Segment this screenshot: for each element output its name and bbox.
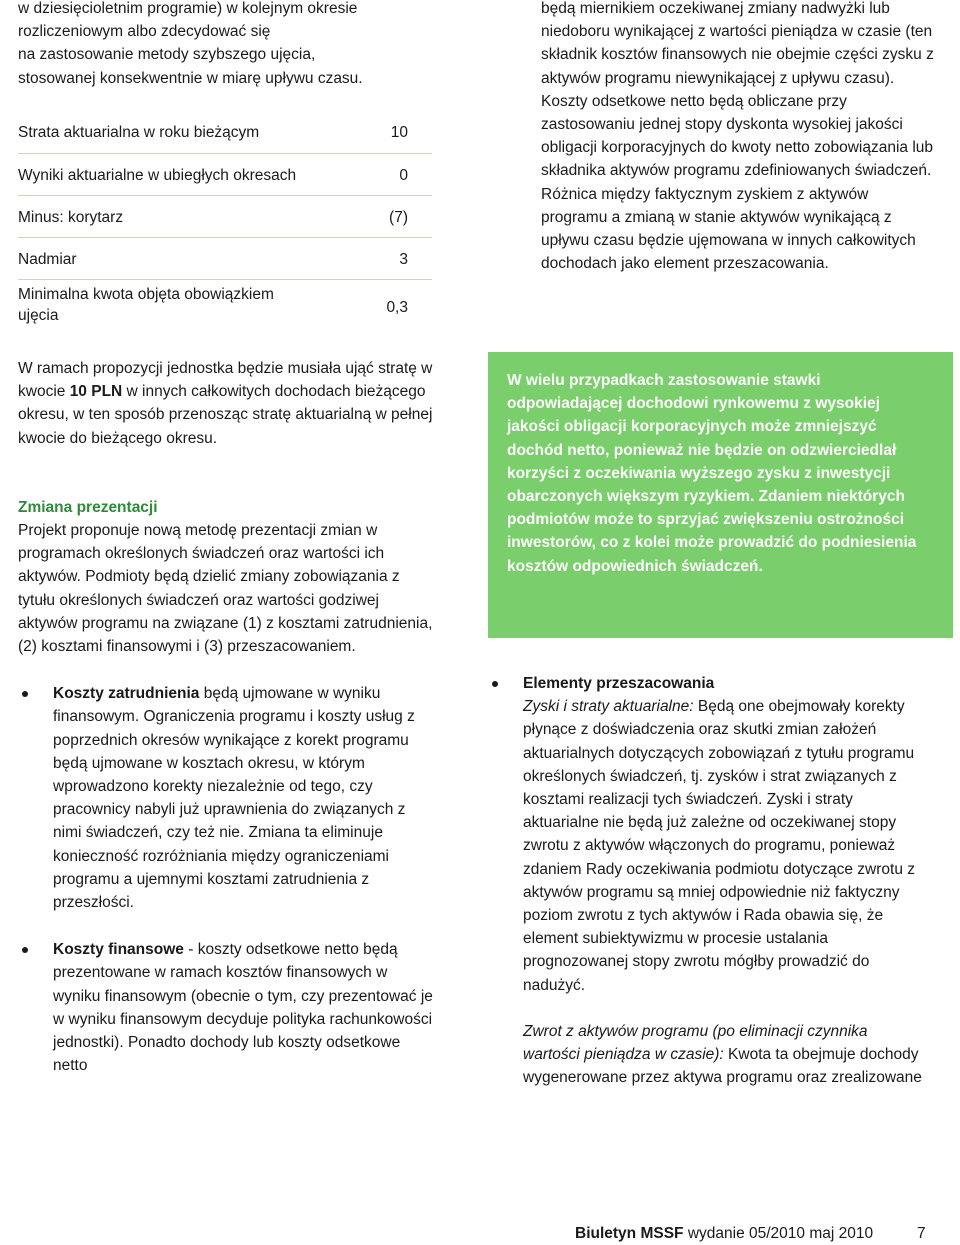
callout-text: W wielu przypadkach zastosowanie stawki odpowiadającej dochodowi rynkowemu z wysokiej jakości obligacji korporacyjnych może zmniejszyć dochód netto, ponieważ nie będzie on odzwierciedlał korzyści z oczekiwania wyższego zysku z inwestycji obarczonych większym ryzykiem. Zdaniem niektórych podmiotów może to sprzyjać zwiększeniu ostrożności inwestorów, co z kolei może prowadzić do podniesienia kosztów odpowiednich świadczeń. — [507, 372, 917, 575]
footer-brand: Biuletyn MSSF — [575, 1225, 684, 1242]
list-item — [488, 672, 928, 1089]
amount-highlight: 10 PLN — [69, 383, 123, 401]
green-callout-box — [488, 352, 953, 638]
intro-line: rozliczeniowym albo zdecydować się — [18, 23, 271, 41]
bullet-list — [18, 682, 438, 1077]
bullet-title: Elementy przeszacowania — [523, 675, 715, 692]
section-heading: Zmiana prezentacji — [18, 498, 158, 516]
row-value: 10 — [390, 124, 408, 141]
presentation-paragraph: Projekt proponuje nową metodę prezentacji zmian w programach określonych świadczeń oraz wartości ich aktywów. Podmioty będą dzielić zmiany zobowiązania z tytułu określonych świadczeń oraz wartości godziwej aktywów programu na związane (1) z kosztami zatrudnienia, (2) kosztami finansowymi i (3) przeszacowaniem. — [18, 522, 433, 656]
intro-line: na zastosowanie metody szybszego ujęcia, — [18, 46, 316, 64]
intro-line: stosowanej konsekwentnie w miarę upływu czasu. — [18, 69, 363, 87]
proposal-paragraph — [18, 357, 438, 450]
bullet-icon — [22, 691, 28, 697]
page-footer — [575, 1222, 873, 1245]
row-label: Nadmiar — [18, 251, 77, 268]
paragraph-text: będą miernikiem oczekiwanej zmiany nadwyżki lub niedoboru wynikającej z wartości pieniądza w czasie (ten składnik kosztów finansowych nie obejmie części zysku z aktywów programu niewynikającej z upływu czasu). Koszty odsetkowe netto będą obliczane przy zastosowaniu jednej stopy dyskonta wysokiej jakości obligacji korporacyjnych do kwoty netto zobowiązania lub składnika aktywów programu zdefiniowanych świadczeń. Różnica między faktycznym zyskiem z aktywów programu a zmianą w stanie aktywów wynikającą z upływu czasu będzie ujęmowana w innych całkowitych dochodach jako element przeszacowania. — [541, 0, 934, 273]
list-item — [18, 682, 438, 914]
row-label: Wyniki aktuarialne w ubiegłych okresach — [18, 167, 297, 184]
right-column — [488, 672, 928, 1089]
row-label: Minus: korytarz — [18, 209, 124, 226]
bullet-text: Kwota ta obejmuje dochody wygenerowane przez aktywa programu oraz zrealizowane — [523, 1046, 922, 1087]
row-label: Strata aktuarialna w roku bieżącym — [18, 124, 260, 141]
left-column — [18, 357, 438, 1077]
bullet-text: - koszty odsetkowe netto będą prezentowane w ramach kosztów finansowych w wyniku finansowym (obecnie o tym, czy prezentować je w wyniku finansowym decyduje polityka rachunkowości jednostki). Ponadto dochody lub koszty odsetkowe netto — [53, 941, 433, 1075]
intro-paragraph — [18, 0, 438, 90]
right-top-paragraph — [541, 0, 936, 275]
table-row — [18, 154, 432, 196]
footer-edition: wydanie 05/2010 maj 2010 — [683, 1225, 874, 1242]
bullet-title: Koszty finansowe — [53, 941, 184, 959]
bullet-title: Koszty zatrudnienia — [53, 685, 200, 703]
page-number: 7 — [917, 1225, 926, 1242]
row-value: 3 — [399, 251, 408, 268]
text-run: W ramach propozycji jednostka będzie musiała ująć stratę w kwocie — [18, 360, 433, 401]
table-row — [18, 238, 432, 280]
bullet-paragraph — [523, 695, 928, 997]
table-row — [18, 196, 432, 238]
bullet-text: będą ujmowane w wyniku finansowym. Ograniczenia programu i koszty usług z poprzednich okresów wynikające z korekt programu będą ujmowane w kosztach okresu, w którym wprowadzono korekty niezależnie od tego, czy pracownicy nabyli już uprawnienia do związanych z nimi świadczeń, czy też nie. Zmiana ta eliminuje konieczność rozróżniania między ograniczeniami programu a ujemnymi kosztami zatrudnienia z przeszłości. — [53, 685, 415, 912]
bullet-list — [488, 672, 928, 1089]
italic-term: Zwrot z aktywów programu (po eliminacji czynnika wartości pieniądza w czasie): — [523, 1022, 868, 1064]
table-row — [18, 280, 432, 340]
intro-line: w dziesięcioletnim programie) w kolejnym okresie — [18, 0, 358, 17]
row-label: Minimalna kwota objęta obowiązkiem ujęcia — [18, 286, 274, 324]
italic-term: Zyski i straty aktuarialne: — [523, 698, 694, 716]
table-row — [18, 111, 432, 154]
row-value: (7) — [389, 209, 408, 226]
text-run: w innych całkowitych dochodach bieżącego okresu, w ten sposób przenosząc stratę aktuarialną w pełnej kwocie do bieżącego okresu. — [18, 383, 433, 447]
bullet-icon — [492, 681, 498, 687]
row-value: 0,3 — [386, 299, 408, 316]
list-item — [18, 938, 438, 1077]
row-value: 0 — [399, 167, 408, 184]
bullet-text: Będą one obejmowały korekty płynące z doświadczenia oraz skutki zmian założeń aktuarialnych dotyczących zobowiązań z tytułu programu określonych świadczeń, tj. zysków i strat związanych z kosztami realizacji tych świadczeń. Zyski i straty aktuarialne nie będą już zależne od oczekiwanej stopy zwrotu z aktywów włączonych do programu, ponieważ zdaniem Rady oczekiwania podmiotu dotyczące zwrotu z aktywów programu są mniej odpowiednie niż faktyczny poziom zwrotu z tych aktywów i Rada obawia się, że element subiektywizmu w procesie ustalania prognozowanej stopy zwrotu mógłby prowadzić do nadużyć. — [523, 698, 915, 994]
bullet-paragraph — [523, 1020, 928, 1090]
bullet-icon — [22, 947, 28, 953]
actuarial-table — [18, 111, 432, 340]
